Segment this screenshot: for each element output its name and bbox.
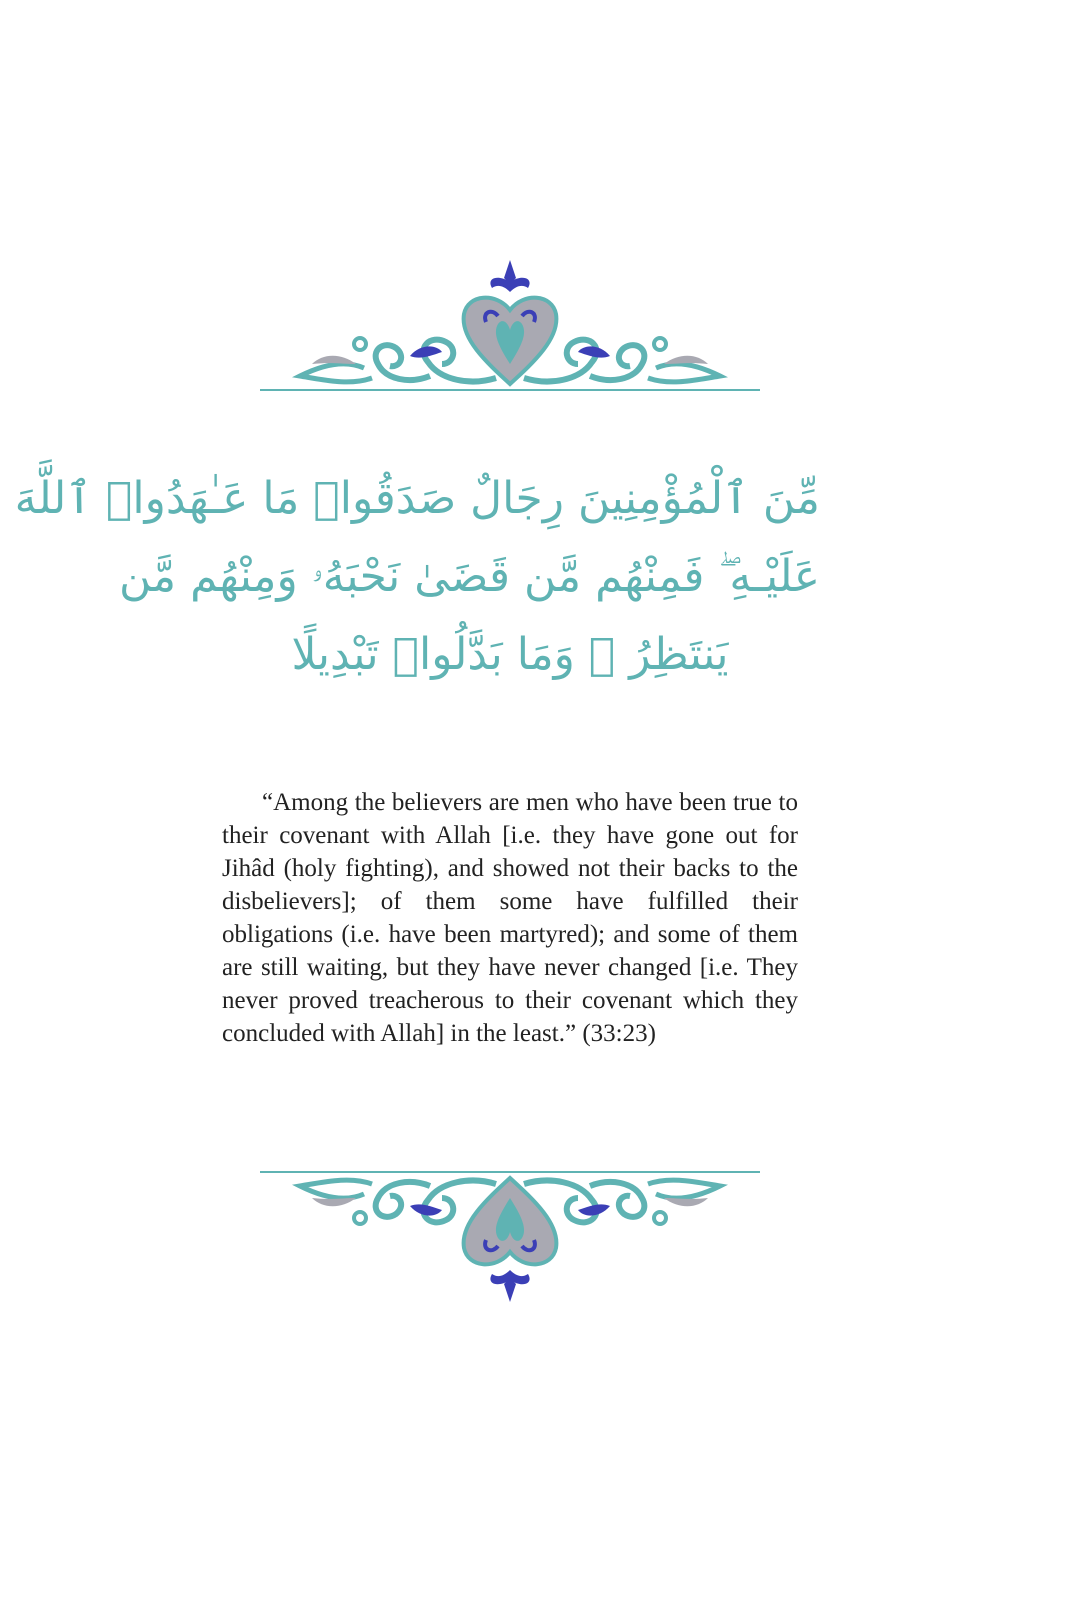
arabic-line: عَلَيْـهِ ۖ فَمِنْهُم مَّن قَضَىٰ نَحْبَهُۥ وَمِنْهُم مَّن	[119, 551, 820, 602]
arabic-verse	[14, 460, 820, 694]
arabic-line: مِّنَ ٱلْمُؤْمِنِينَ رِجَالٌ صَدَقُوا۟ مَا عَـٰهَدُوا۟ ٱللَّهَ	[14, 473, 820, 524]
verse-translation	[222, 786, 798, 1050]
verse-reference: (33:23)	[582, 1020, 656, 1047]
bottom-ornament	[260, 1160, 760, 1310]
translation-text: “Among the believers are men who have been true to their covenant with Allah [i.e. they have gone out for Jihâd (holy fighting), and showed not their backs to the disbelievers]; of them some have fulfilled their obligations (i.e. have been martyred); and some of them are still waiting, but they have never changed [i.e. They never proved treacherous to their covenant which they concluded with Allah] in the least.”	[222, 789, 798, 1047]
top-ornament	[260, 252, 760, 402]
arabic-line: يَنتَظِرُ ۖ وَمَا بَدَّلُوا۟ تَبْدِيلًا	[291, 629, 729, 680]
